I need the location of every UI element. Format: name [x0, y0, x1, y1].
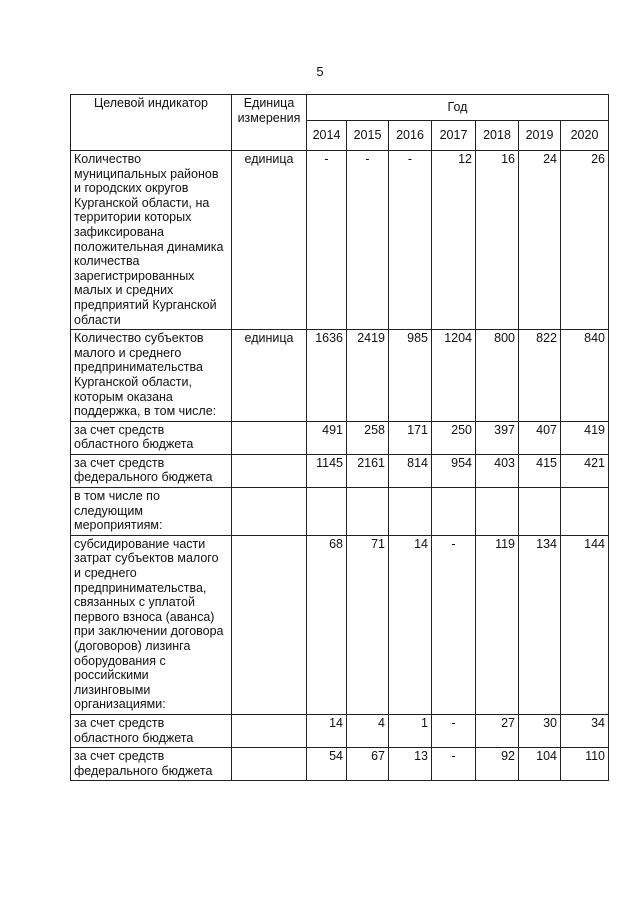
indicator-name: за счет средств областного бюджета [71, 421, 232, 454]
indicator-name: за счет средств областного бюджета [71, 714, 232, 747]
indicator-value: 2419 [347, 330, 389, 422]
indicator-value [347, 488, 389, 536]
indicator-value: 68 [307, 535, 347, 714]
indicator-value: 397 [476, 421, 519, 454]
indicator-value: 24 [519, 151, 561, 330]
indicator-value: 421 [561, 454, 609, 487]
indicator-value: 1636 [307, 330, 347, 422]
indicator-value: 4 [347, 714, 389, 747]
indicator-value: - [347, 151, 389, 330]
indicator-unit: единица [232, 330, 307, 422]
indicator-value: 1204 [432, 330, 476, 422]
indicator-unit [232, 421, 307, 454]
indicator-value [476, 488, 519, 536]
indicator-value [432, 488, 476, 536]
indicator-value: 54 [307, 748, 347, 781]
indicator-value: - [307, 151, 347, 330]
indicator-value: 491 [307, 421, 347, 454]
indicator-value: 119 [476, 535, 519, 714]
indicator-value: 419 [561, 421, 609, 454]
indicator-value: 814 [389, 454, 432, 487]
header-unit: Единица измерения [232, 95, 307, 151]
table-row [71, 748, 609, 781]
indicator-value [519, 488, 561, 536]
indicator-value: 13 [389, 748, 432, 781]
table-row [71, 151, 609, 330]
indicator-value [561, 488, 609, 536]
indicator-unit [232, 454, 307, 487]
indicator-value: 30 [519, 714, 561, 747]
indicator-value: 800 [476, 330, 519, 422]
indicator-value: 822 [519, 330, 561, 422]
indicator-name: за счет средств федерального бюджета [71, 454, 232, 487]
indicator-value: 14 [389, 535, 432, 714]
indicator-value: - [432, 714, 476, 747]
indicators-table [70, 94, 609, 781]
indicator-value: 134 [519, 535, 561, 714]
indicator-value [389, 488, 432, 536]
indicator-name: в том числе по следующим мероприятиям: [71, 488, 232, 536]
header-year: 2020 [561, 121, 609, 151]
indicator-value: 71 [347, 535, 389, 714]
indicator-value: 171 [389, 421, 432, 454]
indicator-value: 407 [519, 421, 561, 454]
header-year: 2015 [347, 121, 389, 151]
indicator-value [307, 488, 347, 536]
header-year: 2016 [389, 121, 432, 151]
table-row [71, 535, 609, 714]
indicator-value: 415 [519, 454, 561, 487]
indicator-value: 250 [432, 421, 476, 454]
header-year-group: Год [307, 95, 609, 121]
indicator-value: 144 [561, 535, 609, 714]
page-number: 5 [316, 64, 324, 79]
header-year: 2019 [519, 121, 561, 151]
indicator-unit [232, 748, 307, 781]
header-year: 2014 [307, 121, 347, 151]
indicator-value: 16 [476, 151, 519, 330]
table-header [71, 95, 609, 151]
indicator-unit [232, 714, 307, 747]
table-row [71, 421, 609, 454]
indicator-value: 985 [389, 330, 432, 422]
indicator-value: 1145 [307, 454, 347, 487]
indicator-value: 258 [347, 421, 389, 454]
indicator-unit [232, 535, 307, 714]
indicator-value: 26 [561, 151, 609, 330]
indicator-value: 840 [561, 330, 609, 422]
indicator-unit: единица [232, 151, 307, 330]
table-row [71, 714, 609, 747]
header-year: 2017 [432, 121, 476, 151]
indicator-value: 1 [389, 714, 432, 747]
table-body [71, 151, 609, 781]
indicator-value: 34 [561, 714, 609, 747]
indicator-value: 67 [347, 748, 389, 781]
indicator-value: 403 [476, 454, 519, 487]
indicator-unit [232, 488, 307, 536]
indicator-name: Количество муниципальных районов и городских округов Курганской области, на территории которых зафиксирована положительная динамика количества зарегистрированных малых и средних предприятий Курганской области [71, 151, 232, 330]
indicator-value: - [389, 151, 432, 330]
indicator-value: 14 [307, 714, 347, 747]
indicator-value: 12 [432, 151, 476, 330]
indicator-value: 104 [519, 748, 561, 781]
header-indicator: Целевой индикатор [71, 95, 232, 151]
indicator-name: за счет средств федерального бюджета [71, 748, 232, 781]
indicator-value: 110 [561, 748, 609, 781]
indicator-value: 92 [476, 748, 519, 781]
indicator-value: 2161 [347, 454, 389, 487]
table-row [71, 330, 609, 422]
indicator-value: 954 [432, 454, 476, 487]
indicator-name: Количество субъектов малого и среднего предпринимательства Курганской области, которым оказана поддержка, в том числе: [71, 330, 232, 422]
indicator-value: - [432, 535, 476, 714]
table-row [71, 488, 609, 536]
indicator-name: субсидирование части затрат субъектов малого и среднего предпринимательства, связанных с уплатой первого взноса (аванса) при заключении договора (договоров) лизинга оборудования с российскими лизинговыми организациями: [71, 535, 232, 714]
table-row [71, 454, 609, 487]
header-year: 2018 [476, 121, 519, 151]
indicator-value: 27 [476, 714, 519, 747]
indicator-value: - [432, 748, 476, 781]
